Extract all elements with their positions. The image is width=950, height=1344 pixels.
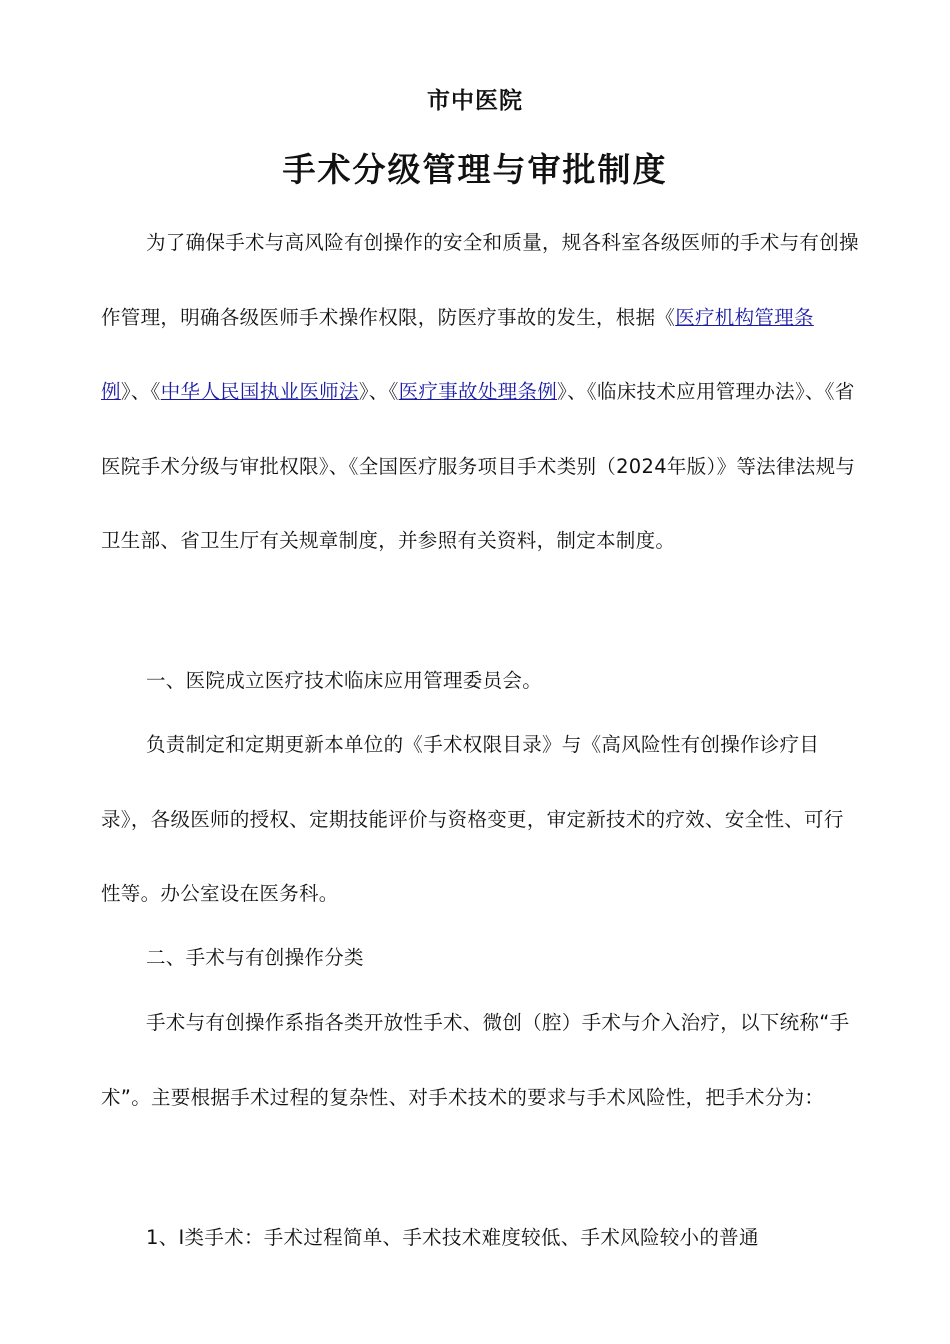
intro-text-1: 为了确保手术与高风险有创操作的安全和质量，规各科室各级医师的手术与有创操作管理，明确各级医师手术操作权限，防医疗事故的发生，根据《 bbox=[101, 231, 859, 329]
link-medical-accident-regulations[interactable]: 医疗事故处理条例 bbox=[398, 380, 558, 403]
section2-heading: 二、手术与有创操作分类 bbox=[146, 946, 364, 969]
link-medical-institution-regulations[interactable]: 医疗机构管理条例 bbox=[101, 305, 814, 403]
intro-paragraph bbox=[101, 206, 863, 579]
hospital-name: 市中医院 bbox=[427, 88, 523, 114]
section1-body: 负责制定和定期更新本单位的《手术权限目录》与《高风险性有创操作诊疗目录》，各级医师的授权、定期技能评价与资格变更，审定新技术的疗效、安全性、可行性等。办公室设在医务科。 bbox=[101, 733, 844, 905]
document-title: 手术分级管理与审批制度 bbox=[282, 150, 668, 189]
section1-heading: 一、医院成立医疗技术临床应用管理委员会。 bbox=[146, 669, 543, 692]
section2-body: 手术与有创操作系指各类开放性手术、微创（腔）手术与介入治疗，以下统称“手术”。主要根据手术过程的复杂性、对手术技术的要求与手术风险性，把手术分为： bbox=[101, 1011, 850, 1109]
intro-text-3: 》、《 bbox=[358, 380, 399, 403]
intro-text-2: 》、《 bbox=[120, 380, 161, 403]
list-item-class-1: 1、Ⅰ类手术：手术过程简单、手术技术难度较低、手术风险较小的普通 bbox=[146, 1226, 759, 1249]
link-physicians-law[interactable]: 中华人民国执业医师法 bbox=[160, 380, 359, 403]
intro-text-4: 》、《临床技术应用管理办法》、《省医院手术分级与审批权限》、《全国医疗服务项目手术类别（2024年版）》等法律法规与卫生部、省卫生厅有关规章制度，并参照有关资料，制定本制度。 bbox=[101, 380, 856, 552]
